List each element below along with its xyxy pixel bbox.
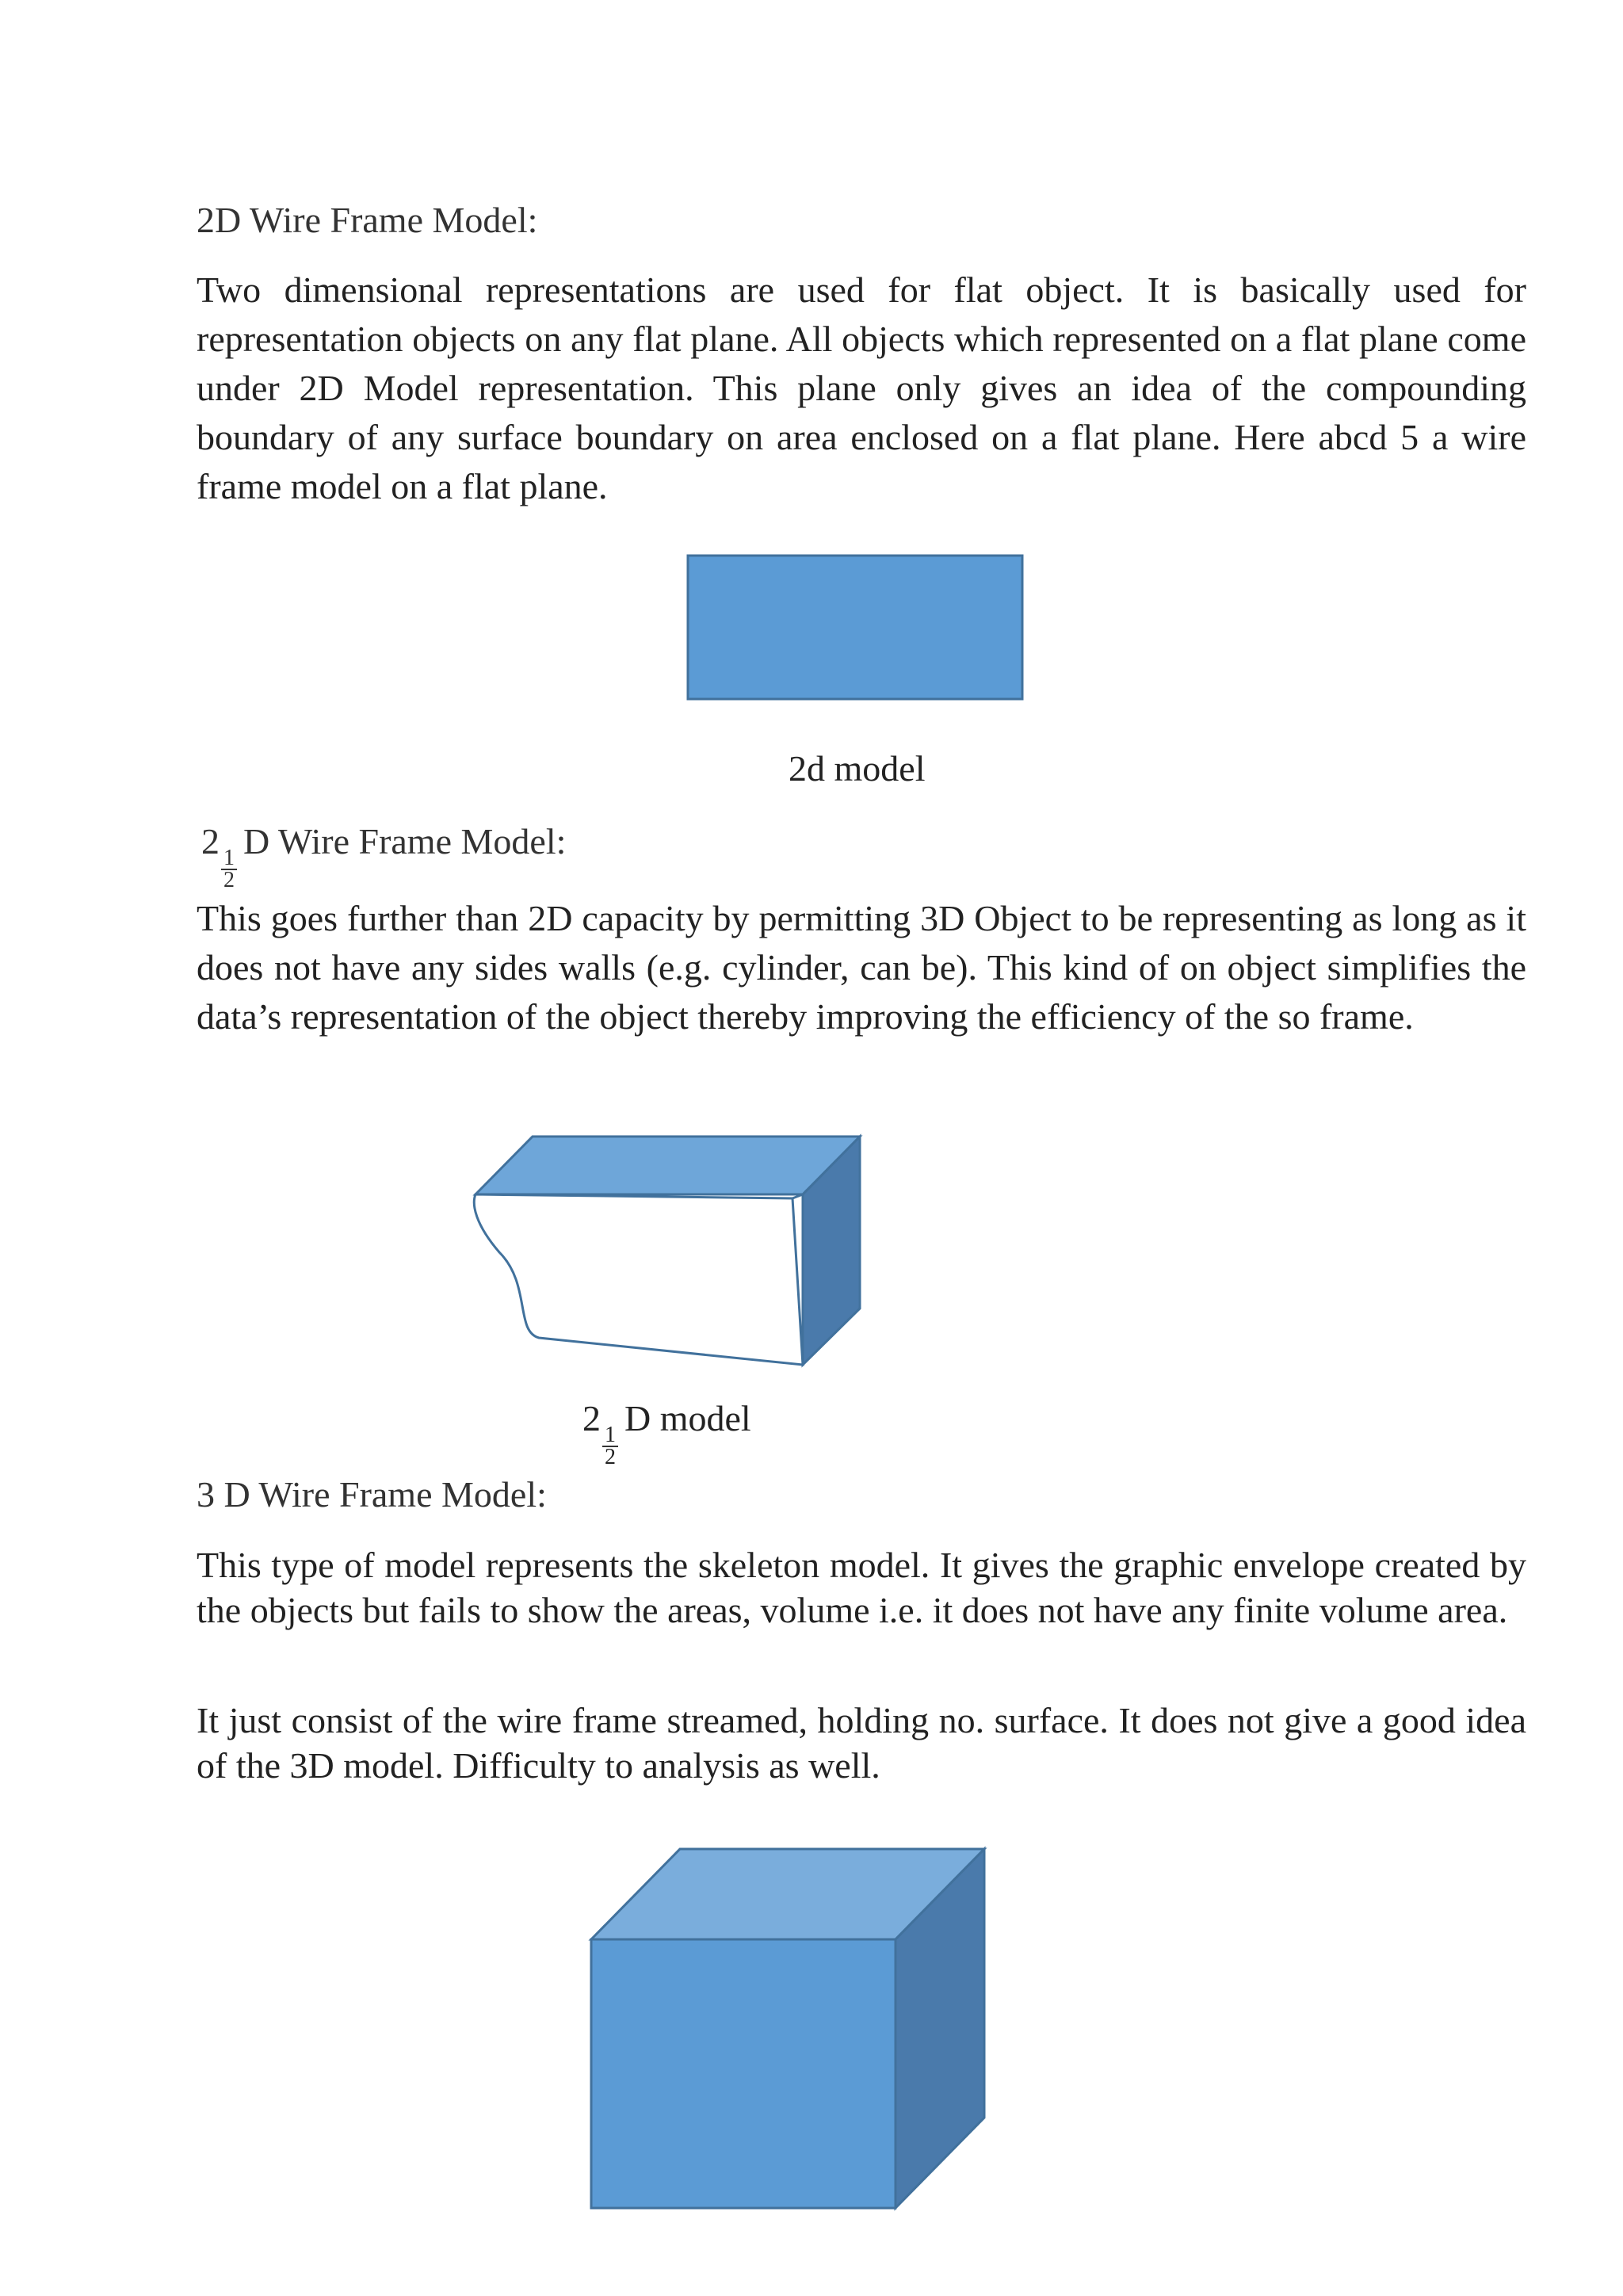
heading-2-5d-suffix: D Wire Frame Model: [243,821,567,861]
heading-3d-wire-frame: 3 D Wire Frame Model: [197,1474,547,1515]
paragraph-3d-description-2: It just consist of the wire frame streamed, holding no. surface. It does not give a good idea of the 3D model. Difficulty to analysis as well. [197,1700,1526,1786]
paragraph-3d-description-1: This type of model represents the skeleton model. It gives the graphic envelope created by the objects but fails to show the areas, volume i.e. it does not have any finite volume area. [197,1545,1526,1630]
fraction-numerator: 1 [221,848,237,870]
fraction-denominator: 2 [223,868,235,892]
paragraph-2d-description: Two dimensional representations are used for flat object. It is basically used for representation objects on any flat plane. All objects which represented on a flat plane come under 2D Model representation. This plane only gives an idea of the compounding boundary of any surface boundary on area enclosed on a flat plane. Here abcd 5 a wire frame model on a flat plane. [197,269,1526,506]
paragraph-2-5d-description: This goes further than 2D capacity by permitting 3D Object to be representing as long as it does not have any sides walls (e.g. cylinder, can be). This kind of on object simplifies the data’s representation of the object thereby improving the efficiency of the so frame. [197,898,1526,1037]
heading-2-5d-prefix: 2 [201,821,220,861]
heading-2d-wire-frame: 2D Wire Frame Model: [197,200,538,240]
3d-front-face [591,1939,896,2208]
caption-2d-model: 2d model [789,748,926,789]
fraction-numerator: 1 [602,1425,618,1447]
caption-2-5d-suffix: D model [624,1398,751,1438]
fraction-denominator: 2 [605,1445,616,1469]
caption-2-5d-prefix: 2 [582,1398,601,1438]
